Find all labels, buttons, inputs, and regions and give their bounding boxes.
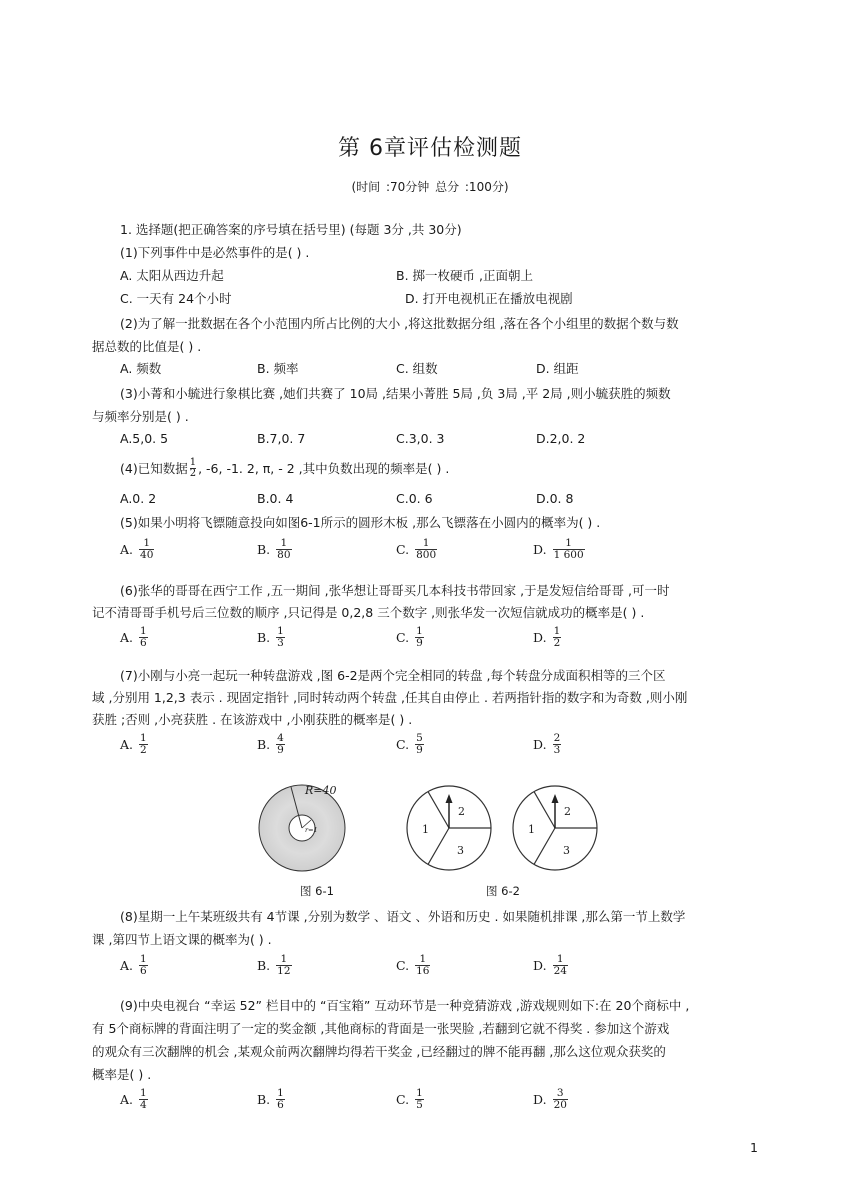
q5-option-b: B. $\frac{1}{80}$ [257, 537, 291, 561]
spinner-label-2: 2 [458, 805, 465, 818]
q1-option-c: C. 一天有 24个小时 [120, 291, 232, 306]
q8-option-d: D. $\frac{1}{24}$ [533, 953, 567, 977]
q4-option-b: B.0. 4 [257, 491, 294, 506]
q6-option-a: A. $\frac{1}{6}$ [120, 625, 147, 649]
q9-option-c: C. $\frac{1}{5}$ [396, 1087, 423, 1111]
question-9-stem-line1: (9)中央电视台 “幸运 52” 栏目中的 “百宝箱” 互动环节是一种竞猜游戏 ,游戏规则如下:在 20个商标中 , [120, 998, 690, 1013]
q4-option-d: D.0. 8 [536, 491, 574, 506]
q4-stem-before: (4)已知数据 [120, 460, 188, 476]
question-4-stem [120, 458, 449, 479]
outer-radius-label: R=40 [305, 784, 337, 797]
question-6-stem-line2: 记不清哥哥手机号后三位数的顺序 ,只记得是 0,2,8 三个数字 ,则张华发一次短信就成功的概率是( ) . [92, 605, 645, 620]
question-5-stem: (5)如果小明将飞镖随意投向如图6-1所示的圆形木板 ,那么飞镖落在小圆内的概率为( ) . [120, 515, 601, 530]
section-heading: 1. 选择题(把正确答案的序号填在括号里) (每题 3分 ,共 30分) [120, 222, 462, 237]
q7-option-b: B. $\frac{4}{9}$ [257, 732, 284, 756]
question-8-stem-line1: (8)星期一上午某班级共有 4节课 ,分别为数学 、语文 、外语和历史 . 如果随机排课 ,那么第一节上数学 [120, 909, 686, 924]
spinner-label-1: 1 [422, 823, 429, 836]
q6-option-c: C. $\frac{1}{9}$ [396, 625, 423, 649]
q7-option-c: C. $\frac{5}{9}$ [396, 732, 423, 756]
q9-option-a: A. $\frac{1}{4}$ [120, 1087, 147, 1111]
q5-option-c: C. $\frac{1}{800}$ [396, 537, 437, 561]
q4-stem-after: , -6, -1. 2, π, - 2 ,其中负数出现的频率是( ) . [198, 460, 450, 476]
page-number: 1 [750, 1140, 758, 1155]
q8-option-a: A. $\frac{1}{6}$ [120, 953, 147, 977]
spinner-label-2: 2 [564, 805, 571, 818]
question-2-stem-line2: 据总数的比值是( ) . [92, 339, 202, 354]
question-9-stem-line2: 有 5个商标牌的背面注明了一定的奖金额 ,其他商标的背面是一张哭脸 ,若翻到它就不得奖 . 参加这个游戏 [92, 1021, 670, 1036]
figure-6-2-spinner-left [403, 782, 495, 874]
question-9-stem-line4: 概率是( ) . [92, 1067, 152, 1082]
q4-fraction-numerator: 1 [189, 457, 197, 468]
exam-info: (时间 :70分钟 总分 :100分) [351, 180, 509, 194]
q9-option-b: B. $\frac{1}{6}$ [257, 1087, 284, 1111]
question-1-stem: (1)下列事件中是必然事件的是( ) . [120, 245, 310, 260]
question-3-stem-line1: (3)小菁和小毓进行象棋比赛 ,她们共赛了 10局 ,结果小菁胜 5局 ,负 3局 ,平 2局 ,则小毓获胜的频数 [120, 386, 671, 401]
q1-option-a: A. 太阳从西边升起 [120, 268, 224, 283]
q5-option-a: A. $\frac{1}{40}$ [120, 537, 154, 561]
question-9-stem-line3: 的观众有三次翻牌的机会 ,某观众前两次翻牌均得若干奖金 ,已经翻过的牌不能再翻 ,那么这位观众获奖的 [92, 1044, 666, 1059]
q6-option-d: D. $\frac{1}{2}$ [533, 625, 561, 649]
figure-6-1-dartboard [256, 772, 348, 884]
q3-option-b: B.7,0. 7 [257, 431, 306, 446]
q4-fraction [190, 458, 196, 479]
question-7-stem-line1: (7)小刚与小亮一起玩一种转盘游戏 ,图 6-2是两个完全相同的转盘 ,每个转盘分成面积相等的三个区 [120, 668, 666, 683]
question-2-stem-line1: (2)为了解一批数据在各个小范围内所占比例的大小 ,将这批数据分组 ,落在各个小组里的数据个数与数 [120, 316, 679, 331]
q3-option-d: D.2,0. 2 [536, 431, 586, 446]
q4-option-c: C.0. 6 [396, 491, 433, 506]
q9-option-d: D. $\frac{3}{20}$ [533, 1087, 567, 1111]
q2-option-a: A. 频数 [120, 361, 162, 376]
q1-option-d: D. 打开电视机正在播放电视剧 [405, 291, 573, 306]
page-title: 第 6章评估检测题 [338, 136, 522, 161]
q5-option-d: D. $\frac{1}{1 600}$ [533, 537, 584, 561]
figure-6-2-spinner-right [509, 782, 601, 874]
q8-option-c: C. $\frac{1}{16}$ [396, 953, 430, 977]
q4-fraction-denominator: 2 [189, 468, 197, 479]
spinner-label-1: 1 [528, 823, 535, 836]
question-8-stem-line2: 课 ,第四节上语文课的概率为( ) . [92, 932, 272, 947]
q3-option-a: A.5,0. 5 [120, 431, 169, 446]
question-7-stem-line2: 域 ,分别用 1,2,3 表示 . 现固定指针 ,同时转动两个转盘 ,任其自由停止 . 若两指针指的数字和为奇数 ,则小刚 [92, 690, 688, 705]
spinner-label-3: 3 [563, 844, 570, 857]
q8-option-b: B. $\frac{1}{12}$ [257, 953, 291, 977]
q2-option-b: B. 频率 [257, 361, 299, 376]
q7-option-d: D. $\frac{2}{3}$ [533, 732, 561, 756]
q7-option-a: A. $\frac{1}{2}$ [120, 732, 147, 756]
spinner-label-3: 3 [457, 844, 464, 857]
question-6-stem-line1: (6)张华的哥哥在西宁工作 ,五一期间 ,张华想让哥哥买几本科技书带回家 ,于是发短信给哥哥 ,可一时 [120, 583, 670, 598]
inner-radius-label: r=1 [305, 826, 318, 834]
figure-6-2-caption: 图 6-2 [486, 884, 520, 898]
figure-6-1-caption: 图 6-1 [300, 884, 334, 898]
q4-option-a: A.0. 2 [120, 491, 157, 506]
question-3-stem-line2: 与频率分别是( ) . [92, 409, 189, 424]
q2-option-d: D. 组距 [536, 361, 579, 376]
question-7-stem-line3: 获胜 ;否则 ,小亮获胜 . 在该游戏中 ,小刚获胜的概率是( ) . [92, 712, 413, 727]
q3-option-c: C.3,0. 3 [396, 431, 445, 446]
q2-option-c: C. 组数 [396, 361, 438, 376]
q1-option-b: B. 掷一枚硬币 ,正面朝上 [396, 268, 533, 283]
q6-option-b: B. $\frac{1}{3}$ [257, 625, 284, 649]
